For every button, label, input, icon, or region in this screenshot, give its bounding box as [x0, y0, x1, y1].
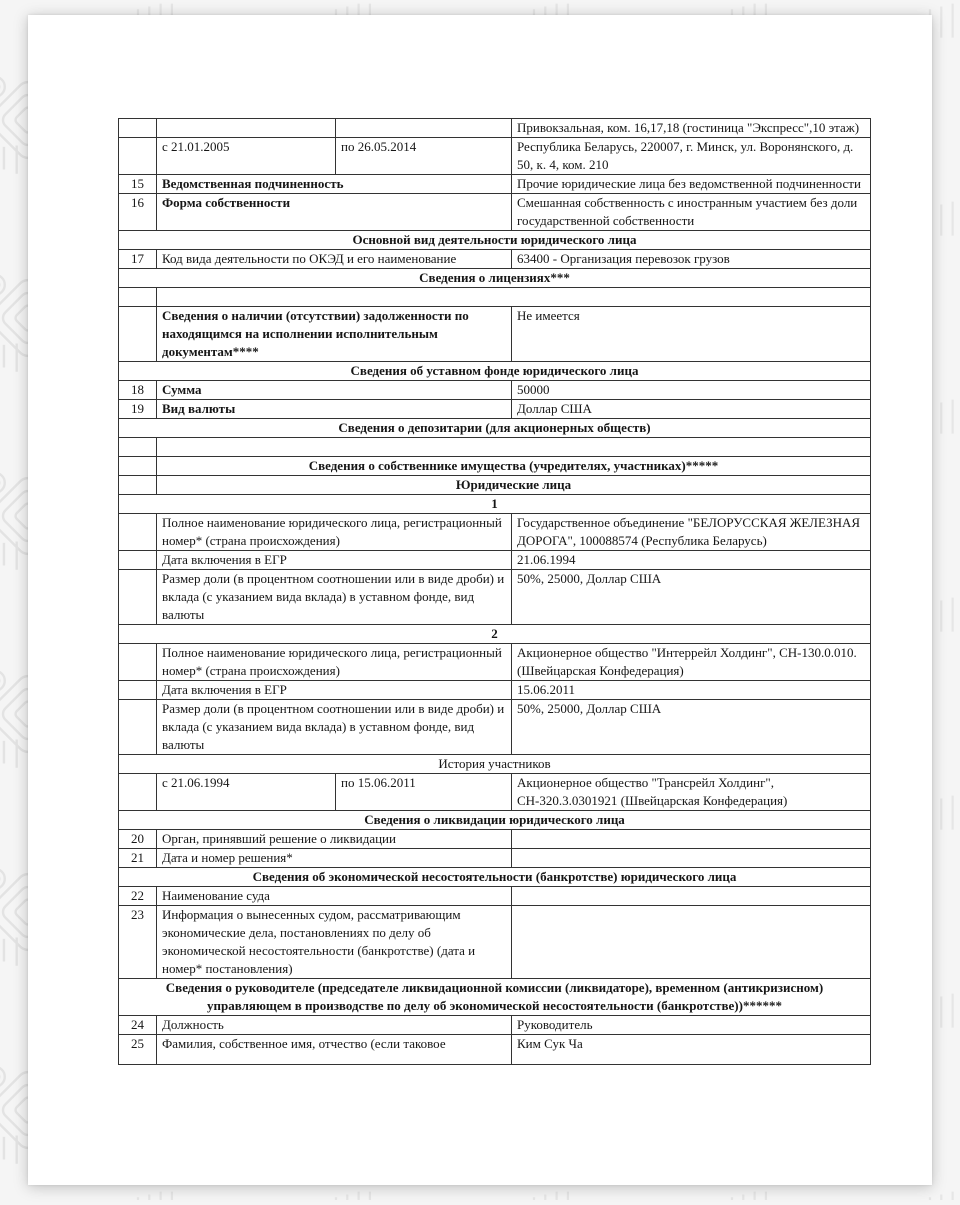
table-row — [119, 362, 871, 381]
row-number-cell: 20 — [119, 830, 157, 849]
table-row — [119, 138, 871, 175]
row-number-cell — [119, 644, 157, 681]
row-value-cell: Привокзальная, ком. 16,17,18 (гостиница "Экспресс",10 этаж) — [512, 119, 871, 138]
row-value-cell: Доллар США — [512, 400, 871, 419]
row-number-cell: 18 — [119, 381, 157, 400]
table-row — [119, 625, 871, 644]
date-to-cell — [336, 119, 512, 138]
section-header-cell: Сведения о ликвидации юридического лица — [119, 811, 871, 830]
date-from-cell: с 21.06.1994 — [157, 774, 336, 811]
row-label-cell: Полное наименование юридического лица, регистрационный номер* (страна происхождения) — [157, 644, 512, 681]
table-row — [119, 400, 871, 419]
document-page — [28, 15, 932, 1185]
table-row — [119, 868, 871, 887]
table-row — [119, 381, 871, 400]
subsection-header-cell: Юридические лица — [157, 476, 871, 495]
date-from-cell — [157, 119, 336, 138]
row-label-cell: Сумма — [157, 381, 512, 400]
section-header-cell: Сведения о лицензиях*** — [119, 269, 871, 288]
empty-cell — [157, 288, 871, 307]
row-value-cell: Ким Сук Ча — [512, 1035, 871, 1065]
table-row — [119, 250, 871, 269]
row-value-cell — [512, 849, 871, 868]
table-row — [119, 700, 871, 755]
table-row — [119, 979, 871, 1016]
row-label-cell: Размер доли (в процентном соотношении или в виде дроби) и вклада (с указанием вида вклада) в уставном фонде, вид валюты — [157, 570, 512, 625]
row-value-cell: Не имеется — [512, 307, 871, 362]
table-row — [119, 811, 871, 830]
row-value-cell: 21.06.1994 — [512, 551, 871, 570]
table-row — [119, 495, 871, 514]
row-number-cell — [119, 570, 157, 625]
row-label-cell: Код вида деятельности по ОКЭД и его наименование — [157, 250, 512, 269]
row-number-cell: 21 — [119, 849, 157, 868]
table-row — [119, 644, 871, 681]
table-row — [119, 774, 871, 811]
section-header-cell: История участников — [119, 755, 871, 774]
row-number-cell — [119, 681, 157, 700]
table-row — [119, 849, 871, 868]
row-number-cell — [119, 307, 157, 362]
row-label-cell: Полное наименование юридического лица, регистрационный номер* (страна происхождения) — [157, 514, 512, 551]
table-row — [119, 1016, 871, 1035]
row-number-cell: 23 — [119, 906, 157, 979]
row-value-cell: Государственное объединение "БЕЛОРУССКАЯ ЖЕЛЕЗНАЯ ДОРОГА", 100088574 (Республика Беларусь) — [512, 514, 871, 551]
row-value-cell — [512, 906, 871, 979]
date-to-cell: по 15.06.2011 — [336, 774, 512, 811]
registry-extract-table — [118, 118, 871, 1065]
table-row — [119, 570, 871, 625]
row-label-cell: Информация о вынесенных судом, рассматривающим экономические дела, постановлениях по делу об экономической несостоятельности (банкротстве) (дата и номер* постановления) — [157, 906, 512, 979]
section-header-cell: Сведения об уставном фонде юридического лица — [119, 362, 871, 381]
row-number-cell — [119, 438, 157, 457]
table-row — [119, 887, 871, 906]
row-number-cell: 15 — [119, 175, 157, 194]
row-value-cell — [512, 887, 871, 906]
row-number-cell — [119, 700, 157, 755]
row-value-cell — [512, 830, 871, 849]
row-number-cell — [119, 457, 157, 476]
row-label-cell: Должность — [157, 1016, 512, 1035]
row-value-cell: Акционерное общество "Трансрейл Холдинг", СН-320.3.0301921 (Швейцарская Конфедерация) — [512, 774, 871, 811]
row-value-cell: Республика Беларусь, 220007, г. Минск, ул. Воронянского, д. 50, к. 4, ком. 210 — [512, 138, 871, 175]
table-row — [119, 194, 871, 231]
row-value-cell: 50000 — [512, 381, 871, 400]
table-row — [119, 419, 871, 438]
row-value-cell: Руководитель — [512, 1016, 871, 1035]
row-value-cell: 50%, 25000, Доллар США — [512, 700, 871, 755]
table-row — [119, 438, 871, 457]
row-number-cell — [119, 288, 157, 307]
section-header-cell: Сведения о руководителе (председателе ликвидационной комиссии (ликвидаторе), временном (антикризисном) управляющем в производстве по делу об экономической несостоятельности (банкротстве))****** — [119, 979, 871, 1016]
subsection-header-cell: Сведения о собственнике имущества (учредителях, участниках)***** — [157, 457, 871, 476]
row-label-cell: Дата включения в ЕГР — [157, 681, 512, 700]
table-row — [119, 175, 871, 194]
table-row — [119, 906, 871, 979]
row-label-cell: Дата и номер решения* — [157, 849, 512, 868]
row-label-cell: Дата включения в ЕГР — [157, 551, 512, 570]
row-value-cell: 15.06.2011 — [512, 681, 871, 700]
section-header-cell: Сведения об экономической несостоятельности (банкротстве) юридического лица — [119, 868, 871, 887]
row-value-cell: 63400 - Организация перевозок грузов — [512, 250, 871, 269]
section-header-cell: Основной вид деятельности юридического лица — [119, 231, 871, 250]
table-row — [119, 1035, 871, 1065]
row-label-cell: Форма собственности — [157, 194, 512, 231]
section-header-cell: 2 — [119, 625, 871, 644]
registry-table-body — [119, 119, 871, 1065]
table-row — [119, 231, 871, 250]
row-value-cell: Прочие юридические лица без ведомственной подчиненности — [512, 175, 871, 194]
row-value-cell: Акционерное общество "Интеррейл Холдинг", СН-130.0.010. (Швейцарская Конфедерация) — [512, 644, 871, 681]
table-row — [119, 476, 871, 495]
date-to-cell: по 26.05.2014 — [336, 138, 512, 175]
table-row — [119, 514, 871, 551]
row-number-cell — [119, 514, 157, 551]
table-row — [119, 307, 871, 362]
row-number-cell — [119, 138, 157, 175]
table-row — [119, 551, 871, 570]
row-number-cell: 24 — [119, 1016, 157, 1035]
row-number-cell: 17 — [119, 250, 157, 269]
row-label-cell: Ведомственная подчиненность — [157, 175, 512, 194]
row-label-cell: Фамилия, собственное имя, отчество (если таковое — [157, 1035, 512, 1065]
table-row — [119, 269, 871, 288]
table-row — [119, 457, 871, 476]
date-from-cell: с 21.01.2005 — [157, 138, 336, 175]
row-number-cell: 22 — [119, 887, 157, 906]
row-number-cell — [119, 774, 157, 811]
row-label-cell: Размер доли (в процентном соотношении или в виде дроби) и вклада (с указанием вида вклада) в уставном фонде, вид валюты — [157, 700, 512, 755]
table-row — [119, 755, 871, 774]
row-label-cell: Сведения о наличии (отсутствии) задолженности по находящимся на исполнении исполнительным документам**** — [157, 307, 512, 362]
empty-cell — [157, 438, 871, 457]
table-row — [119, 119, 871, 138]
row-number-cell — [119, 476, 157, 495]
section-header-cell: Сведения о депозитарии (для акционерных обществ) — [119, 419, 871, 438]
table-row — [119, 830, 871, 849]
row-value-cell: Смешанная собственность с иностранным участием без доли государственной собственности — [512, 194, 871, 231]
row-value-cell: 50%, 25000, Доллар США — [512, 570, 871, 625]
row-number-cell: 19 — [119, 400, 157, 419]
row-label-cell: Орган, принявший решение о ликвидации — [157, 830, 512, 849]
row-number-cell — [119, 119, 157, 138]
row-number-cell — [119, 551, 157, 570]
table-row — [119, 681, 871, 700]
row-label-cell: Вид валюты — [157, 400, 512, 419]
table-row — [119, 288, 871, 307]
row-number-cell: 25 — [119, 1035, 157, 1065]
row-label-cell: Наименование суда — [157, 887, 512, 906]
row-number-cell: 16 — [119, 194, 157, 231]
section-header-cell: 1 — [119, 495, 871, 514]
